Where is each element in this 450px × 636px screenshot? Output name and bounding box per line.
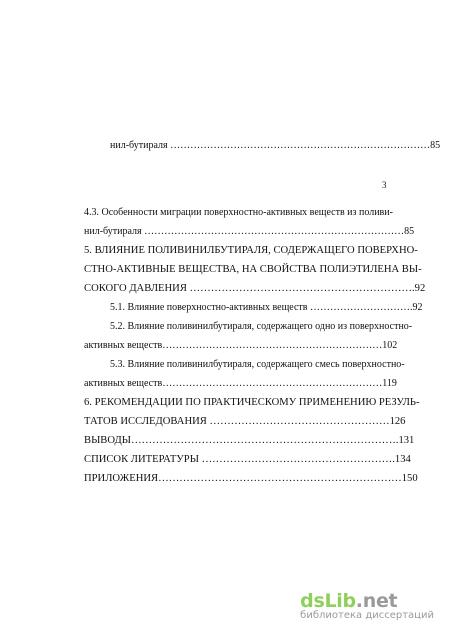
toc-line-13: ТАТОВ ИССЛЕДОВАНИЯ ……………………………………………126 (84, 416, 406, 427)
toc-line-3: нил-бутираля ……………………………………………………………………85 (84, 226, 415, 237)
watermark-brand (300, 590, 434, 612)
toc-line-6: СОКОГО ДАВЛЕНИЯ ……………………………………………………….92 (84, 283, 426, 294)
page-number: 3 (382, 180, 387, 190)
toc-line-4: 5. ВЛИЯНИЕ ПОЛИВИНИЛБУТИРАЛЯ, СОДЕРЖАЩЕГО ПОВЕРХНО- (84, 245, 418, 256)
toc-line-11: активных веществ…………………………………………………………119 (84, 378, 397, 389)
watermark-subtitle: библиотека диссертаций (300, 610, 434, 621)
toc-line-14: ВЫВОДЫ………………………………………………………………….131 (84, 435, 415, 446)
toc-line-10: 5.3. Влияние поливинилбутираля, содержащего смесь поверхностно- (110, 359, 405, 370)
watermark-brand-left: dsLib (300, 590, 356, 612)
toc-line-15: СПИСОК ЛИТЕРАТУРЫ ……………………………………………….134 (84, 454, 411, 465)
toc-line-8: 5.2. Влияние поливинилбутираля, содержащего одно из поверхностно- (110, 321, 413, 332)
toc-line-9: активных веществ…………………………………………………………102 (84, 340, 398, 351)
watermark-brand-right: .net (355, 590, 398, 612)
toc-line-7: 5.1. Влияние поверхностно-активных веществ ………………………….92 (110, 302, 423, 313)
toc-line-1: нил-бутираля ……………………………………………………………………85 (110, 140, 441, 151)
dslib-watermark-logo (300, 590, 434, 621)
toc-line-5: СТНО-АКТИВНЫЕ ВЕЩЕСТВА, НА СВОЙСТВА ПОЛИЭТИЛЕНА ВЫ- (84, 264, 422, 275)
toc-line-2: 4.3. Особенности миграции поверхностно-активных веществ из поливи- (84, 207, 393, 218)
toc-line-12: 6. РЕКОМЕНДАЦИИ ПО ПРАКТИЧЕСКОМУ ПРИМЕНЕНИЮ РЕЗУЛЬ- (84, 397, 420, 408)
toc-line-16: ПРИЛОЖЕНИЯ……………………………………………………………150 (84, 473, 418, 484)
